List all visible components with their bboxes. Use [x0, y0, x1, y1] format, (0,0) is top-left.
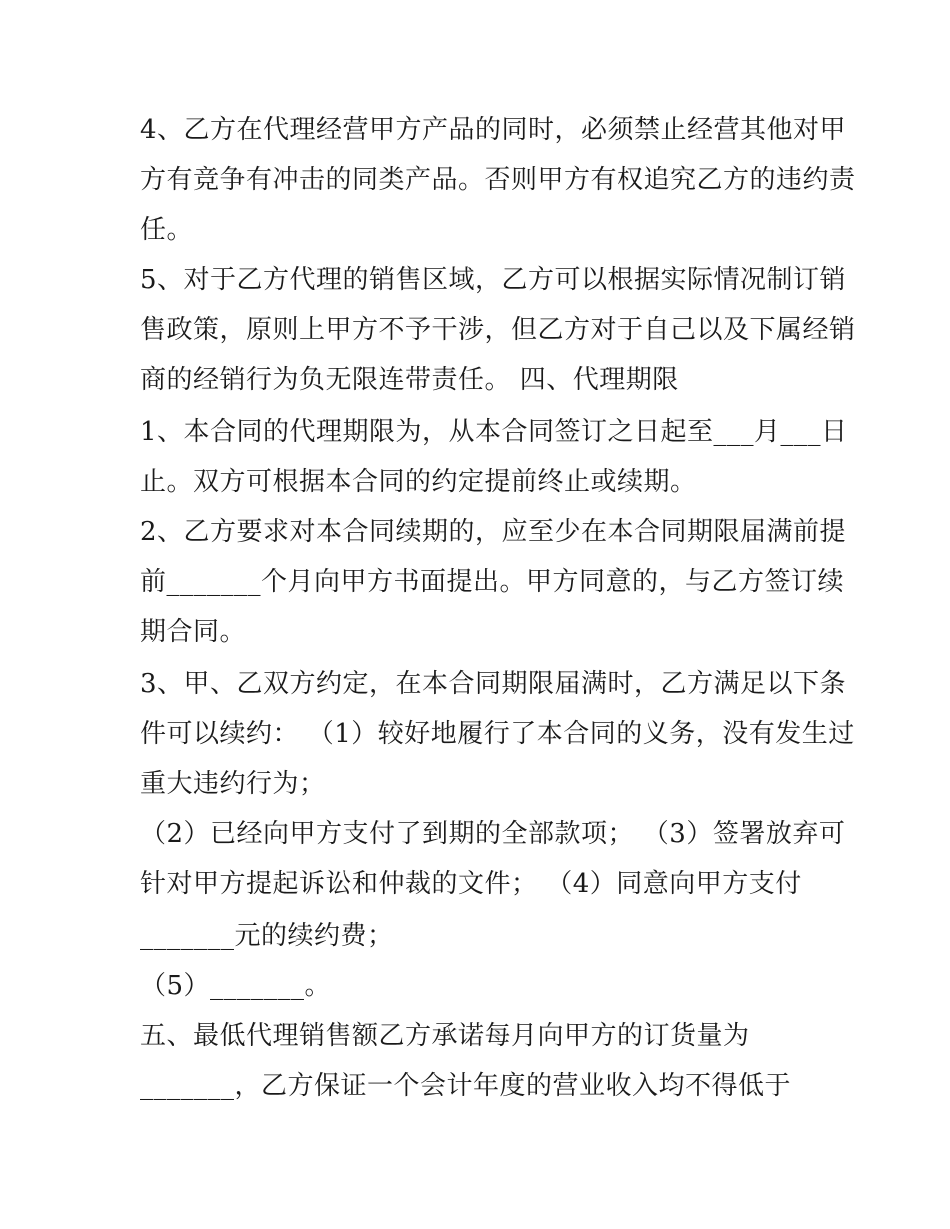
- text-line: 方有竞争有冲击的同类产品。否则甲方有权追究乙方的违约责: [140, 165, 856, 195]
- text-line: 5、对于乙方代理的销售区域，乙方可以根据实际情况制订销: [140, 265, 847, 295]
- text-line: 2、乙方要求对本合同续期的，应至少在本合同期限届满前提: [140, 517, 847, 547]
- text-line: 前_______个月向甲方书面提出。甲方同意的，与乙方签订续: [140, 567, 845, 597]
- text-line: 重大违约行为；: [140, 769, 326, 799]
- text-line: （2）已经向甲方支付了到期的全部款项； （3）签署放弃可: [140, 819, 846, 849]
- text-line: 件可以续约： （1）较好地履行了本合同的义务，没有发生过: [140, 719, 855, 749]
- text-line: _______元的续约费；: [140, 921, 394, 951]
- text-line: 针对甲方提起诉讼和仲裁的文件； （4）同意向甲方支付: [140, 869, 802, 899]
- text-line: 止。双方可根据本合同的约定提前终止或续期。: [140, 467, 697, 497]
- text-line: 商的经销行为负无限连带责任。 四、代理期限: [140, 365, 679, 395]
- text-line: _______，乙方保证一个会计年度的营业收入均不得低于: [140, 1071, 792, 1101]
- text-line: 售政策，原则上甲方不予干涉，但乙方对于自己以及下属经销: [140, 315, 856, 345]
- text-line: 五、最低代理销售额乙方承诺每月向甲方的订货量为: [140, 1021, 750, 1051]
- text-line: 1、本合同的代理期限为，从本合同签订之日起至___月___日: [140, 417, 848, 447]
- text-line: 期合同。: [140, 617, 247, 647]
- text-line: 任。: [140, 215, 194, 245]
- text-line: 4、乙方在代理经营甲方产品的同时，必须禁止经营其他对甲: [140, 115, 847, 145]
- text-line: （5）_______。: [140, 971, 332, 1001]
- text-line: 3、甲、乙双方约定，在本合同期限届满时，乙方满足以下条: [140, 669, 847, 699]
